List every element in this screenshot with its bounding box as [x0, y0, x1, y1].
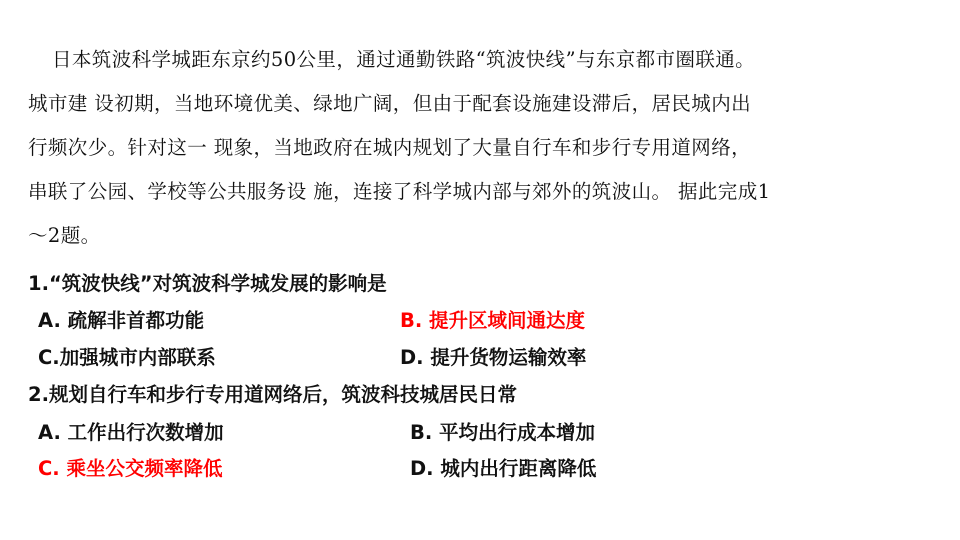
question-2-option-a: A. 工作出行次数增加: [38, 421, 224, 444]
question-1-option-d: D. 提升货物运输效率: [400, 346, 587, 369]
question-1-stem: 1.“筑波快线”对筑波科学城发展的影响是: [28, 272, 387, 295]
question-2-option-c: C. 乘坐公交频率降低: [38, 457, 223, 480]
question-1-option-a: A. 疏解非首都功能: [38, 309, 205, 332]
passage-line: 串联了公园、学校等公共服务设 施，连接了科学城内部与郊外的筑波山。 据此完成1: [28, 180, 771, 203]
question-1-option-b: B. 提升区域间通达度: [400, 309, 586, 332]
passage-line: ～2题。: [28, 224, 101, 247]
question-2-option-d: D. 城内出行距离降低: [410, 457, 597, 480]
question-1-option-c: C.加强城市内部联系: [38, 346, 216, 369]
reading-passage: [28, 38, 928, 258]
passage-line: 日本筑波科学城距东京约50公里，通过通勤铁路“筑波快线”与东京都市圈联通。: [52, 48, 756, 71]
passage-line: 城市建 设初期，当地环境优美、绿地广阔，但由于配套设施建设滞后，居民城内出: [28, 92, 751, 115]
passage-line: 行频次少。针对这一 现象，当地政府在城内规划了大量自行车和步行专用道网络，: [28, 136, 751, 159]
question-2-option-b: B. 平均出行成本增加: [410, 421, 596, 444]
question-2-stem: 2.规划自行车和步行专用道网络后，筑波科技城居民日常: [28, 383, 517, 406]
